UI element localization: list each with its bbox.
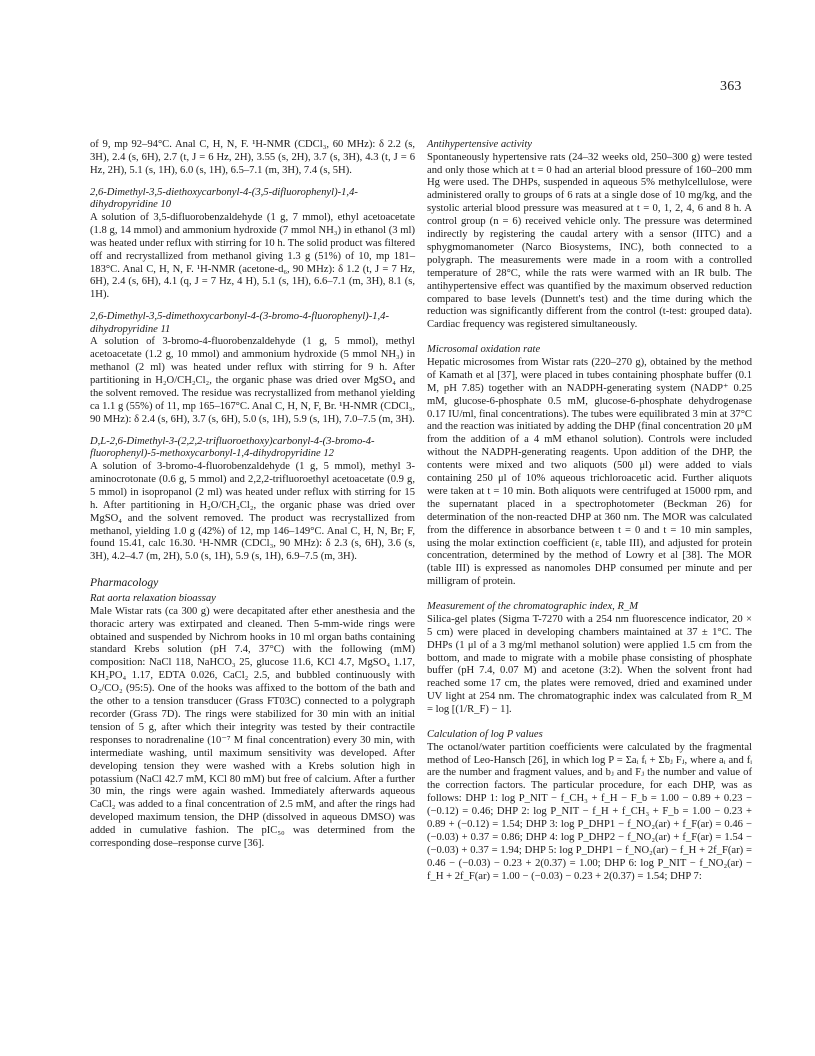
subsection-heading-chromatographic: Measurement of the chromatographic index, R_M bbox=[427, 601, 639, 613]
left-column bbox=[90, 139, 415, 851]
compound-heading-10: 2,6-Dimethyl-3,5-diethoxycarbonyl-4-(3,5-difluorophenyl)-1,4-dihydropyridine 10 bbox=[90, 186, 358, 211]
text-paragraph: A solution of 3,5-difluorobenzaldehyde (1 g, 7 mmol), ethyl acetoacetate (1.8 g, 14 mmol) and ammonium hydroxide (7 mmol NH₃) in ethanol (3 ml) was heated under reflux with stirring for 10 h. The solid product was filtered off and recrystallized from methanol giving 1.3 g (51%) of 10, mp 181–183°C. Anal C, H, N, F. ¹H-NMR (acetone-d₆, 90 MHz): δ 1.2 (t, J = 7 Hz, 6H), 2.4 (s, 6H), 4.1 (q, J = 7 Hz, 4 H), 5.1 (s, 1H), 6.6–7.1 (m, 3H), 8.1 (s, 1H). bbox=[90, 211, 415, 301]
text-paragraph: Silica-gel plates (Sigma T-7270 with a 254 nm fluorescence indicator, 20 × 5 cm) were placed in developing chambers maintained at 37 ± 1°C. The DHPs (1 μl of a 3 mg/ml methanol solution) were applied 1.5 cm from the bottom, and made to migrate with a mobile phase consisting of phosphate buffer (pH 7.4, 0.07 M) and acetone (3:2). When the solvent front had reached some 17 cm, the plates were removed, dried and examined under UV light at 254 nm. The chromatographic index was calculated from R_M = log [(1/R_F) − 1]. bbox=[427, 613, 752, 716]
subsection-heading-aorta: Rat aorta relaxation bioassay bbox=[90, 593, 216, 605]
text-paragraph: A solution of 3-bromo-4-fluorobenzaldehyde (1 g, 5 mmol), methyl 3-aminocrotonate (0.6 g, 5 mmol) and 2,2,2-trifluoroethyl acetoacetate (0.9 g, 5 mmol) in isopropanol (2 ml) was heated under reflux with stirring for 15 h. After partitioning in H₂O/CH₂Cl₂, the organic phase was dried over MgSO₄ and the solvent removed. The product was recrystallized from methanol, yielding 1.0 g (42%) of 12, mp 146–149°C. Anal C, H, N, Br; F, found 15.41, calc 16.30. ¹H-NMR (CDCl₃, 90 MHz): δ 2.3 (s, 6H), 3.6 (s, 3H), 4.2–4.7 (m, 2H), 5.0 (s, 1H), 5.9 (s, 1H), 6.9–7.5 (m, 3H). bbox=[90, 460, 415, 563]
subsection-heading-antihypertensive: Antihypertensive activity bbox=[427, 139, 533, 150]
page-number: 363 bbox=[720, 79, 742, 94]
compound-heading-12: D,L-2,6-Dimethyl-3-(2,2,2-trifluoroethoxy)carbonyl-4-(3-bromo-4-fluorophenyl)-5-methoxycarbonyl-1,4-dihydropyridine 12 bbox=[90, 435, 375, 460]
text-paragraph: The octanol/water partition coefficients were calculated by the fragmental method of Leo-Hansch [26], in which log P = Σaᵢ fᵢ + Σbⱼ Fⱼ, where aᵢ and fᵢ are the number and fragment values, and bⱼ and Fⱼ the number and value of the correction factors. The particular procedure, for each DHP, was as follows: DHP 1: log P_NIT − f_CH₃ + f_H − F_b = 1.00 − 0.89 + 0.23 − (−0.12) = 0.46; DHP 2: log P_NIT − f_H + f_CH₃ + F_b = 1.00 − 0.23 + 0.89 + (−0.12) = 1.54; DHP 3: log P_DHP1 − f_NO₂(ar) + f_F(ar) = 0.46 − (−0.03) + 0.37 = 0.86; DHP 4: log P_DHP2 − f_NO₂(ar) + f_F(ar) = 1.54 − (−0.03) + 0.37 = 1.94; DHP 5: log P_DHP1 − f_NO₂(ar) − f_H + 2f_F(ar) = 0.46 − (−0.03) − 0.23 + 2(0.37) = 1.00; DHP 6: log P_NIT − f_NO₂(ar) − f_H + 2f_F(ar) = 1.00 − (−0.03) − 0.23 + 2(0.37) = 1.54; DHP 7: bbox=[427, 741, 752, 882]
compound-heading-11: 2,6-Dimethyl-3,5-dimethoxycarbonyl-4-(3-bromo-4-fluorophenyl)-1,4-dihydropyridine 11 bbox=[90, 311, 389, 335]
text-paragraph: Male Wistar rats (ca 300 g) were decapitated after ether anesthesia and the thoracic artery was extirpated and cleaned. Then 5-mm-wide rings were obtained and suspended by Nichrom hooks in 10 ml organ baths containing standard Krebs solution (pH 7.4, 37°C) with the following (mM) composition: NaCl 118, NaHCO₃ 25, glucose 11.6, KCl 4.7, MgSO₄ 1.17, KH₂PO₄ 1.17, EDTA 0.026, CaCl₂ 2.5, and bubbled continuously with O₂/CO₂ (95:5). One of the hooks was affixed to the bottom of the bath and the other to a tension transducer (Grass FT03C) connected to a polygraph recorder (Grass 7D). The rings were stabilized for 30 min with an initial tension of 5 g, after which their integrity was tested by their contractile responses to noradrenaline (10⁻⁷ M final concentration) every 30 min, with intermediate washing, until maximum sensitivity was developed. After developing tension they were washed with a Krebs solution high in potassium (NaCl 42.7 mM, KCl 80 mM) but free of calcium. After a further 30 min, the rings were again washed. Immediately afterwards aqueous CaCl₂ was added to a final concentration of 2.5 mM, and after the rings had developed maximum tension, the DHP (dissolved in aqueous DMSO) was added in cumulative fashion. The pIC₅₀ was determined from the corresponding dose–response curve [36]. bbox=[90, 605, 415, 850]
subsection-heading-logp: Calculation of log P values bbox=[427, 729, 543, 741]
text-paragraph: Hepatic microsomes from Wistar rats (220–270 g), obtained by the method of Kamath et al [37], were placed in tubes containing phosphate buffer (0.1 M, pH 7.85) together with an NADPH-generating system (NADP⁺ 0.25 mM, glucose-6-phosphate 0.5 mM, glucose-6-phosphate dehydrogenase 0.17 IU/ml, final concentrations). The tubes were equilibrated 3 min at 37°C and the reaction was initiated by adding the DHP (final concentration 20 μM from the addition of a 4 mM ethanol solution). Controls were included without the NADPH-generating reagents. Upon addition of the DHP, the contents were mixed and two aliquots (500 μl) were added to vials containing 250 μl of 10% aqueous trichloroacetic acid. Further aliquots were taken at t = 10 min. Both aliquots were centrifuged at 15000 rpm, and the supernatant placed in a spectrophotometer (Beckman 26) for determination of the non-reacted DHP at 360 nm. The MOR was calculated from the difference in absorbance between t = 0 and t = 10 min samples, using the molar extinction coefficient (ε, table III), and adjusted for protein concentration, determined by the method of Lowry et al [38]. The MOR (table III) is expressed as nanomoles DHP consumed per minute and per milligram of protein. bbox=[427, 356, 752, 588]
right-column bbox=[427, 139, 752, 884]
text-paragraph: of 9, mp 92–94°C. Anal C, H, N, F. ¹H-NMR (CDCl₃, 60 MHz): δ 2.2 (s, 3H), 2.4 (s, 6H), 2.7 (t, J = 6 Hz, 2H), 3.55 (s, 2H), 3.7 (s, 3H), 4.3 (t, J = 6 Hz, 2H), 5.1 (s, 1H), 6.0 (s, 1H), 6.5–7.1 (m, 3H), 7.4 (s, 5H). bbox=[90, 139, 415, 176]
text-paragraph: A solution of 3-bromo-4-fluorobenzaldehyde (1 g, 5 mmol), methyl acetoacetate (1.2 g, 10 mmol) and ammonium hydroxide (5 mmol NH₃) in methanol (2 ml) was heated under reflux with stirring for 9 h. After partitioning in H₂O/CH₂Cl₂, the organic phase was dried over MgSO₄ and the solvent removed. The residue was recrystallized from methanol yielding ca 1.1 g (55%) of 11, mp 165–167°C. Anal C, H, N, F, Br. ¹H-NMR (CDCl₃, 90 MHz): δ 2.4 (s, 6H), 3.7 (s, 6H), 5.0 (s, 1H), 5.9 (s, 1H), 7.0–7.5 (m, 3H). bbox=[90, 336, 415, 425]
subsection-heading-microsomal: Microsomal oxidation rate bbox=[427, 344, 541, 356]
section-heading-pharmacology: Pharmacology bbox=[90, 576, 159, 590]
text-paragraph: Spontaneously hypertensive rats (24–32 weeks old, 250–300 g) were tested and only those which at t = 0 had an arterial blood pressure of 160–200 mm Hg were used. The DHPs, suspended in aqueous 5% methylcellulose, were administered orally to groups of 6 rats at a single dose of 10 mg/kg, and the systolic arterial blood pressure was measured at t = 0, 1, 2, 4, 6 and 8 h. A control group (n = 6) received vehicle only. The pressure was determined indirectly by registering the caudal artery with a sensor (IITC) and a sphygmomanometer (Narco Biosystems, INC), both connected to a polygraph. The measurements were made in a room with a controlled temperature of 28°C, while the rats were warmed with an IR bulb. The antihypertensive effect was quantified by the maximum observed reduction compared to base levels (Dunnett's test) and the time during which the reduction was significantly different from the control (t-test: grouped data). Cardiac frequency was registered simultaneously. bbox=[427, 151, 752, 331]
